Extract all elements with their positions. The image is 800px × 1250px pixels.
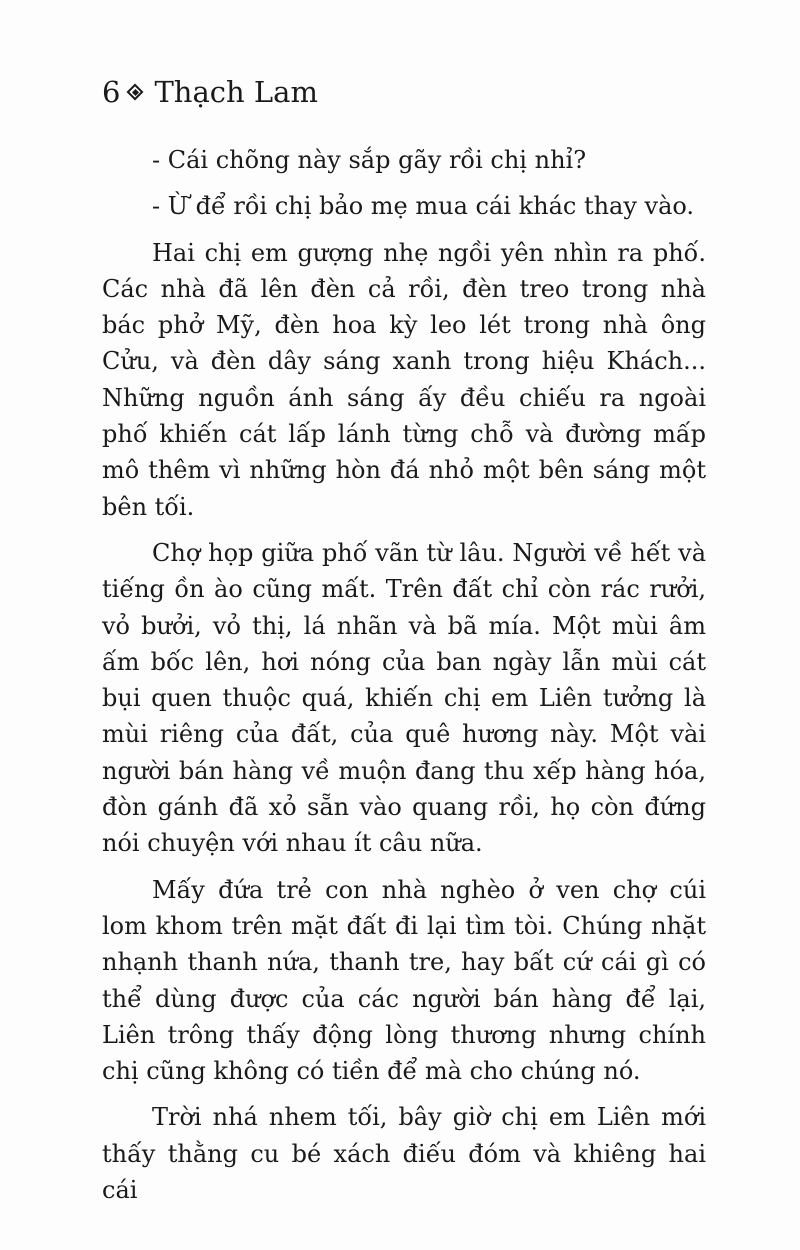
paragraph: Mấy đứa trẻ con nhà nghèo ở ven chợ cúi lom khom trên mặt đất đi lại tìm tòi. Chúng nhặt nhạnh thanh nứa, thanh tre, hay bất cứ cái gì có thể dùng được của các người bán hàng để lại, Liên trông thấy động lòng thương nhưng chính chị cũng không có tiền để mà cho chúng nó. (102, 875, 706, 1086)
paragraph: Chợ họp giữa phố vãn từ lâu. Người về hết và tiếng ồn ào cũng mất. Trên đất chỉ còn rác rưởi, vỏ bưởi, vỏ thị, lá nhãn và bã mía. Một mùi âm ấm bốc lên, hơi nóng của ban ngày lẫn mùi cát bụi quen thuộc quá, khiến chị em Liên tưởng là mùi riêng của đất, của quê hương này. Một vài người bán hàng về muộn đang thu xếp hàng hóa, đòn gánh đã xỏ sẵn vào quang rồi, họ còn đứng nói chuyện với nhau ít câu nữa. (102, 538, 706, 858)
body-text (102, 142, 706, 1218)
paragraph: Trời nhá nhem tối, bây giờ chị em Liên mới thấy thằng cu bé xách điếu đóm và khiêng hai cái (102, 1103, 706, 1205)
running-header (102, 72, 318, 112)
author-title: Thạch Lam (154, 75, 318, 109)
paragraph: Hai chị em gượng nhẹ ngồi yên nhìn ra phố. Các nhà đã lên đèn cả rồi, đèn treo trong nhà bác phở Mỹ, đèn hoa kỳ leo lét trong nhà ông Cửu, và đèn dây sáng xanh trong hiệu Khách... Những nguồn ánh sáng ấy đều chiếu ra ngoài phố khiến cát lấp lánh từng chỗ và đường mấp mô thêm vì những hòn đá nhỏ một bên sáng một bên tối. (102, 238, 706, 521)
dialog-line: - Ừ để rồi chị bảo mẹ mua cái khác thay vào. (152, 192, 695, 221)
dialog-line: - Cái chõng này sắp gãy rồi chị nhỉ? (152, 146, 587, 174)
diamond-ornament-icon (128, 85, 144, 101)
page-number: 6 (102, 75, 121, 109)
